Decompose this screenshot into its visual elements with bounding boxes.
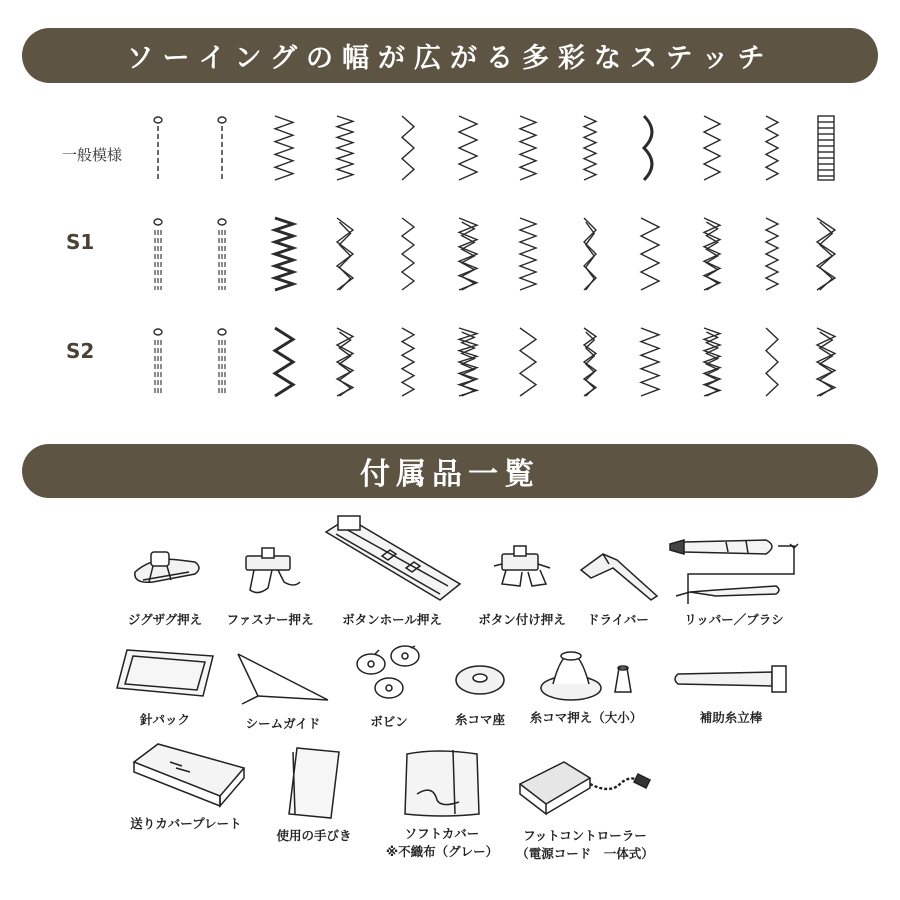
spool-cap-icon (531, 644, 641, 704)
spool-pin-icon (668, 656, 794, 704)
accessory-label: ボビン (370, 714, 408, 729)
button-sewing-foot-icon (480, 542, 564, 606)
stitch-r3-c12 (817, 328, 835, 396)
stitch-r2-c11 (766, 218, 778, 290)
accessory-spool-pin (668, 656, 794, 726)
accessory-label: 糸コマ押え（大小） (529, 710, 643, 725)
foot-controller-icon (510, 754, 660, 822)
accessory-label: フットコントローラー (523, 828, 647, 843)
stitch-r2-c1-needle (154, 219, 162, 225)
stitch-r1-c5 (402, 116, 414, 180)
stitch-r3-c3 (275, 328, 293, 396)
feed-cover-plate-icon (124, 738, 248, 810)
accessory-label: ファスナー押え (226, 612, 314, 627)
stitch-r2-c4-inner (339, 222, 350, 290)
accessory-needle-pack (110, 646, 220, 728)
screwdriver-icon (573, 542, 663, 606)
stitch-r2-c7 (520, 218, 536, 290)
ripper-brush-icon (666, 534, 802, 606)
stitch-r3-c8 (584, 328, 596, 396)
accessory-label: ボタンホール押え (342, 612, 442, 627)
accessory-ripper-brush (666, 534, 802, 628)
zigzag-foot-icon (123, 542, 207, 606)
accessory-sub-label: （電源コード 一体式） (516, 846, 654, 861)
stitch-r1-c11 (766, 116, 778, 180)
stitch-r3-c1-needle (154, 329, 162, 335)
stitch-patterns-chart (0, 0, 900, 420)
stitch-r2-c8-inner (586, 222, 594, 290)
row-label-general: 一般模様 (62, 146, 123, 164)
stitch-r1-c2-needle (218, 117, 226, 123)
stitch-r2-c5 (402, 218, 414, 290)
buttonhole-foot-icon (322, 512, 462, 606)
accessory-foot-controller (510, 754, 660, 862)
accessory-soft-cover (372, 744, 512, 860)
accessory-label: ボタン付け押え (478, 612, 566, 627)
stitch-r1-c9 (644, 116, 652, 180)
accessory-buttonhole-foot (322, 512, 462, 628)
accessory-spool-cap (524, 644, 648, 726)
stitch-r3-c2-needle (218, 329, 226, 335)
accessories-title-text: 付属品一覧 (360, 457, 540, 492)
row-label-s2: S2 (66, 339, 95, 363)
stitch-r1-c1-needle (154, 117, 162, 123)
stitch-r1-c7 (520, 116, 536, 180)
stitch-r1-c6 (459, 116, 477, 180)
accessory-label: 針パック (139, 712, 190, 727)
accessory-button-foot (470, 542, 574, 628)
stitch-r1-c8 (584, 116, 596, 180)
stitch-r3-c7 (520, 328, 536, 396)
stitch-r1-c4 (337, 116, 353, 180)
accessory-screwdriver (570, 542, 666, 628)
accessory-label: 補助糸立棒 (699, 710, 763, 725)
stitch-r3-c9 (641, 328, 659, 396)
stitch-r1-c3 (275, 116, 293, 180)
stitches-title-text: ソーイングの幅が広がる多彩なステッチ (126, 43, 774, 74)
accessory-label: 使用の手びき (276, 828, 352, 843)
needle-pack-icon (113, 646, 217, 706)
stitch-r2-c2-needle (218, 219, 226, 225)
accessories-section-title (22, 444, 878, 498)
manual-icon (279, 744, 349, 822)
stitch-r2-c9 (641, 218, 659, 290)
spool-pad-icon (450, 656, 510, 706)
stitch-r1-c10 (704, 116, 720, 180)
accessory-sub-label: ※不織布（グレー） (385, 844, 499, 859)
accessory-feed-cover-plate (116, 738, 256, 832)
accessory-label: 送りカバープレート (130, 816, 242, 831)
accessory-seam-guide (228, 650, 338, 732)
row-label-s1: S1 (66, 230, 95, 254)
accessory-label: リッパー／ブラシ (684, 612, 784, 627)
accessory-bobbin (344, 640, 434, 730)
accessory-label: シームガイド (245, 716, 321, 731)
accessory-label: ジグザグ押え (127, 612, 203, 627)
accessory-label: ソフトカバー (404, 826, 480, 841)
accessory-label: ドライバー (587, 612, 649, 627)
zipper-foot-icon (228, 542, 312, 606)
stitch-r2-c3 (275, 218, 293, 290)
accessory-zigzag-foot (115, 542, 215, 628)
stitch-r3-c5 (402, 328, 414, 396)
accessory-zipper-foot (218, 542, 322, 628)
soft-cover-icon (397, 744, 487, 820)
stitch-r3-c11 (766, 328, 778, 396)
accessory-spool-pad (440, 656, 520, 728)
bobbin-icon (349, 640, 429, 708)
accessory-manual (268, 744, 360, 844)
accessory-label: 糸コマ座 (454, 712, 505, 727)
seam-guide-icon (228, 650, 338, 710)
stitch-r3-c4 (337, 328, 353, 396)
stitch-r2-c12-inner (820, 222, 833, 290)
